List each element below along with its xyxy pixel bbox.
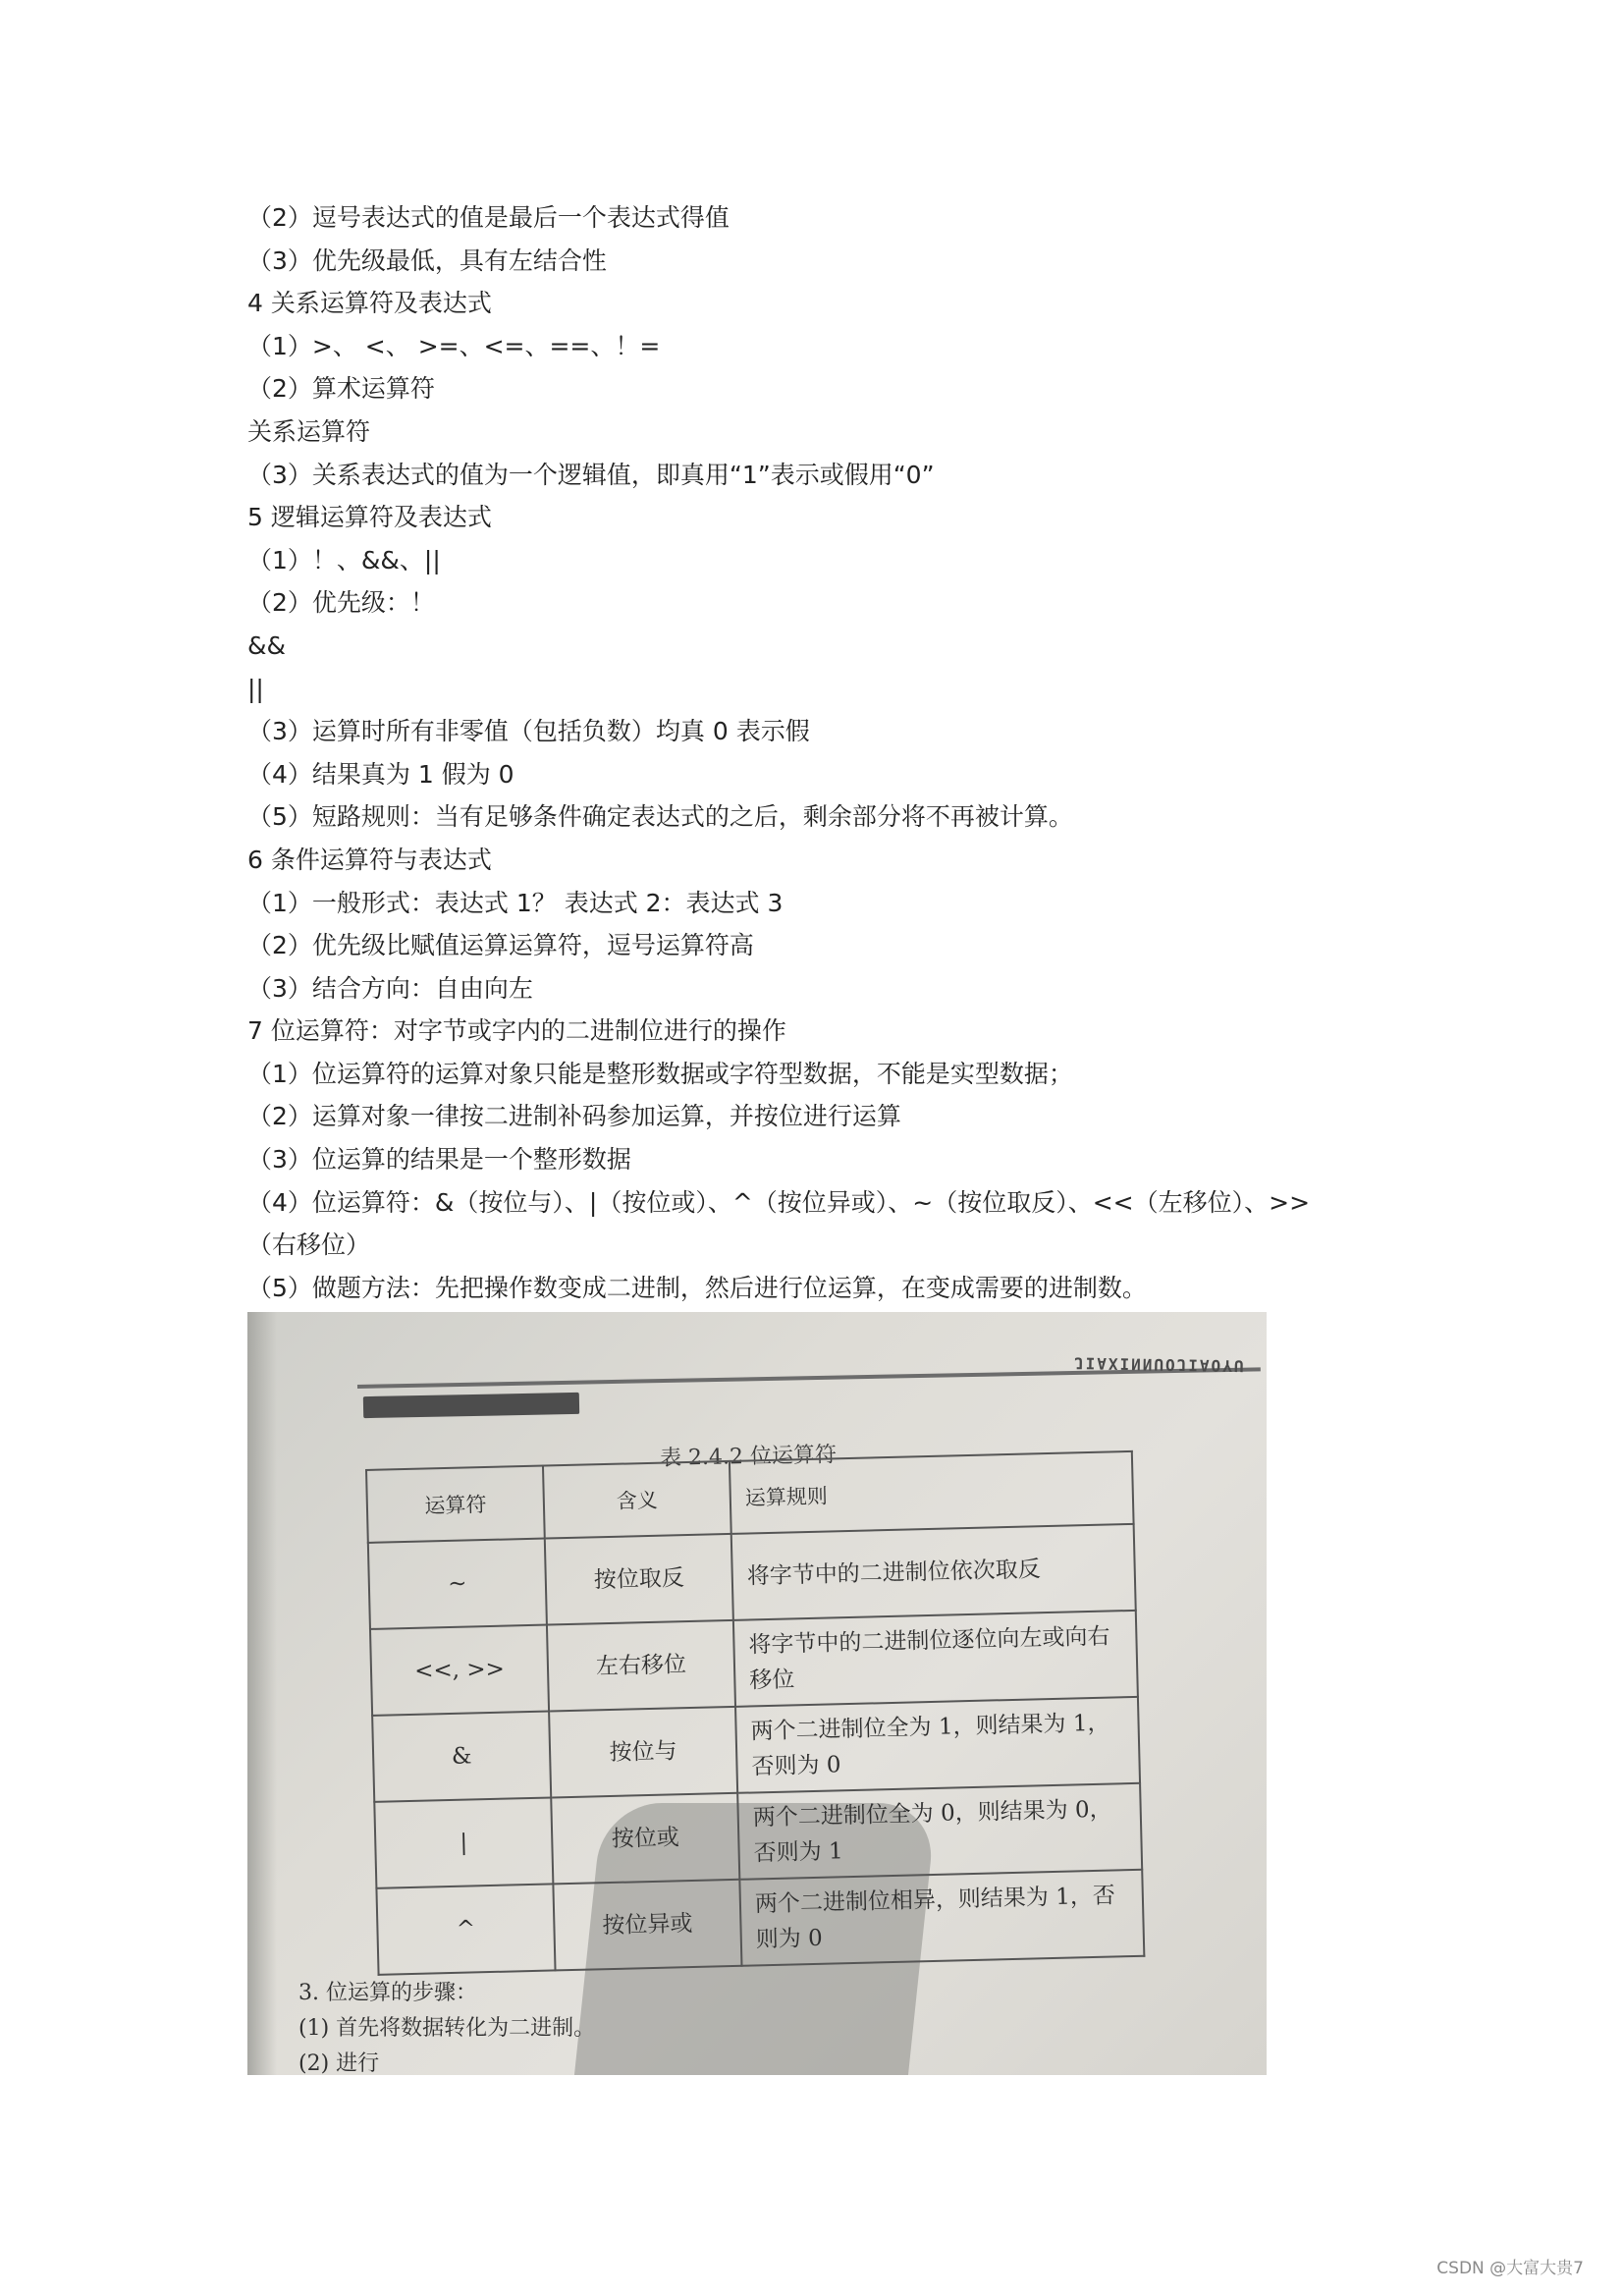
text-line: （4）位运算符：&（按位与）、|（按位或）、^（按位异或）、~（按位取反）、<<（左移位）、>>（右移位）	[247, 1187, 1311, 1260]
text-line: （4）结果真为 1 假为 0	[247, 759, 514, 789]
text-line: 关系运算符	[247, 416, 371, 446]
rule-cell: 两个二进制位相异，则结果为 1，否则为 0	[739, 1870, 1144, 1966]
text-line: （3）位运算的结果是一个整形数据	[247, 1145, 631, 1175]
column-header: 运算符	[366, 1466, 545, 1543]
meaning-cell: 按位与	[549, 1707, 737, 1798]
page-header-text: JIAXINNUOJIAOYU	[1073, 1353, 1246, 1376]
text-line: （2）优先级：！	[247, 588, 435, 618]
rule-cell: 将字节中的二进制位依次取反	[731, 1524, 1136, 1620]
photo-footer-line: (1) 首先将数据转化为二进制。	[298, 2016, 596, 2041]
photo-shadow	[247, 1312, 277, 2075]
text-line: （3）关系表达式的值为一个逻辑值，即真用“1”表示或假用“0”	[247, 460, 935, 489]
operator-cell: |	[374, 1797, 553, 1887]
text-line: （1）>、 <、 >=、<=、==、！=	[247, 331, 661, 360]
bit-operator-table	[365, 1450, 1145, 1976]
section-heading: 7 位运算符：对字节或字内的二进制位进行的操作	[247, 1016, 786, 1046]
operator-cell: &	[372, 1712, 551, 1802]
meaning-cell: 按位取反	[545, 1534, 733, 1625]
table-caption: 表 2.4.2 位运算符	[659, 1443, 838, 1471]
rule-cell: 两个二进制位全为 1，则结果为 1，否则为 0	[735, 1697, 1140, 1793]
photo-footer-line: 3. 位运算的步骤：	[298, 1981, 477, 2005]
column-header: 含义	[543, 1461, 731, 1539]
table-row	[376, 1870, 1144, 1975]
text-line: （2）优先级比赋值运算运算符，逗号运算符高	[247, 931, 754, 960]
column-header: 运算规则	[730, 1451, 1134, 1534]
operator-cell: <<, >>	[370, 1625, 549, 1716]
site-watermark: CSDN @大富大贵7	[1436, 2259, 1584, 2278]
rule-cell: 两个二进制位全为 0，则结果为 0，否则为 1	[737, 1783, 1142, 1880]
page-header-logo	[363, 1393, 579, 1418]
photo-footer-line: (2) 进行	[298, 2051, 380, 2075]
operator-cell: ~	[368, 1539, 547, 1629]
text-line: （3）结合方向：自由向左	[247, 973, 533, 1003]
text-line: （1）！、&&、||	[247, 545, 441, 574]
text-line: （2）运算对象一律按二进制补码参加运算，并按位进行运算	[247, 1102, 901, 1131]
text-line: （3）优先级最低，具有左结合性	[247, 246, 607, 275]
textbook-photo	[247, 1312, 1267, 2075]
meaning-cell: 按位异或	[553, 1880, 741, 1971]
text-line: （2）逗号表达式的值是最后一个表达式得值	[247, 203, 730, 232]
meaning-cell: 左右移位	[547, 1620, 735, 1712]
text-line: （1）位运算符的运算对象只能是整形数据或字符型数据，不能是实型数据；	[247, 1059, 1073, 1088]
rule-cell: 将字节中的二进制位逐位向左或向右移位	[733, 1611, 1138, 1707]
text-line: （2）算术运算符	[247, 374, 435, 404]
text-line: （5）做题方法：先把操作数变成二进制，然后进行位运算，在变成需要的进制数。	[247, 1273, 1147, 1302]
text-line: （5）短路规则：当有足够条件确定表达式的之后，剩余部分将不再被计算。	[247, 802, 1073, 832]
document-body	[247, 196, 1377, 1309]
operator-cell: ^	[376, 1884, 555, 1974]
section-heading: 6 条件运算符与表达式	[247, 845, 492, 874]
section-heading: 5 逻辑运算符及表达式	[247, 503, 492, 532]
text-line: （3）运算时所有非零值（包括负数）均真 0 表示假	[247, 717, 810, 746]
text-line: &&	[247, 630, 286, 660]
section-heading: 4 关系运算符及表达式	[247, 289, 492, 318]
text-line: （1）一般形式：表达式 1？ 表达式 2：表达式 3	[247, 888, 784, 917]
meaning-cell: 按位或	[551, 1793, 739, 1885]
text-line: ||	[247, 674, 264, 703]
